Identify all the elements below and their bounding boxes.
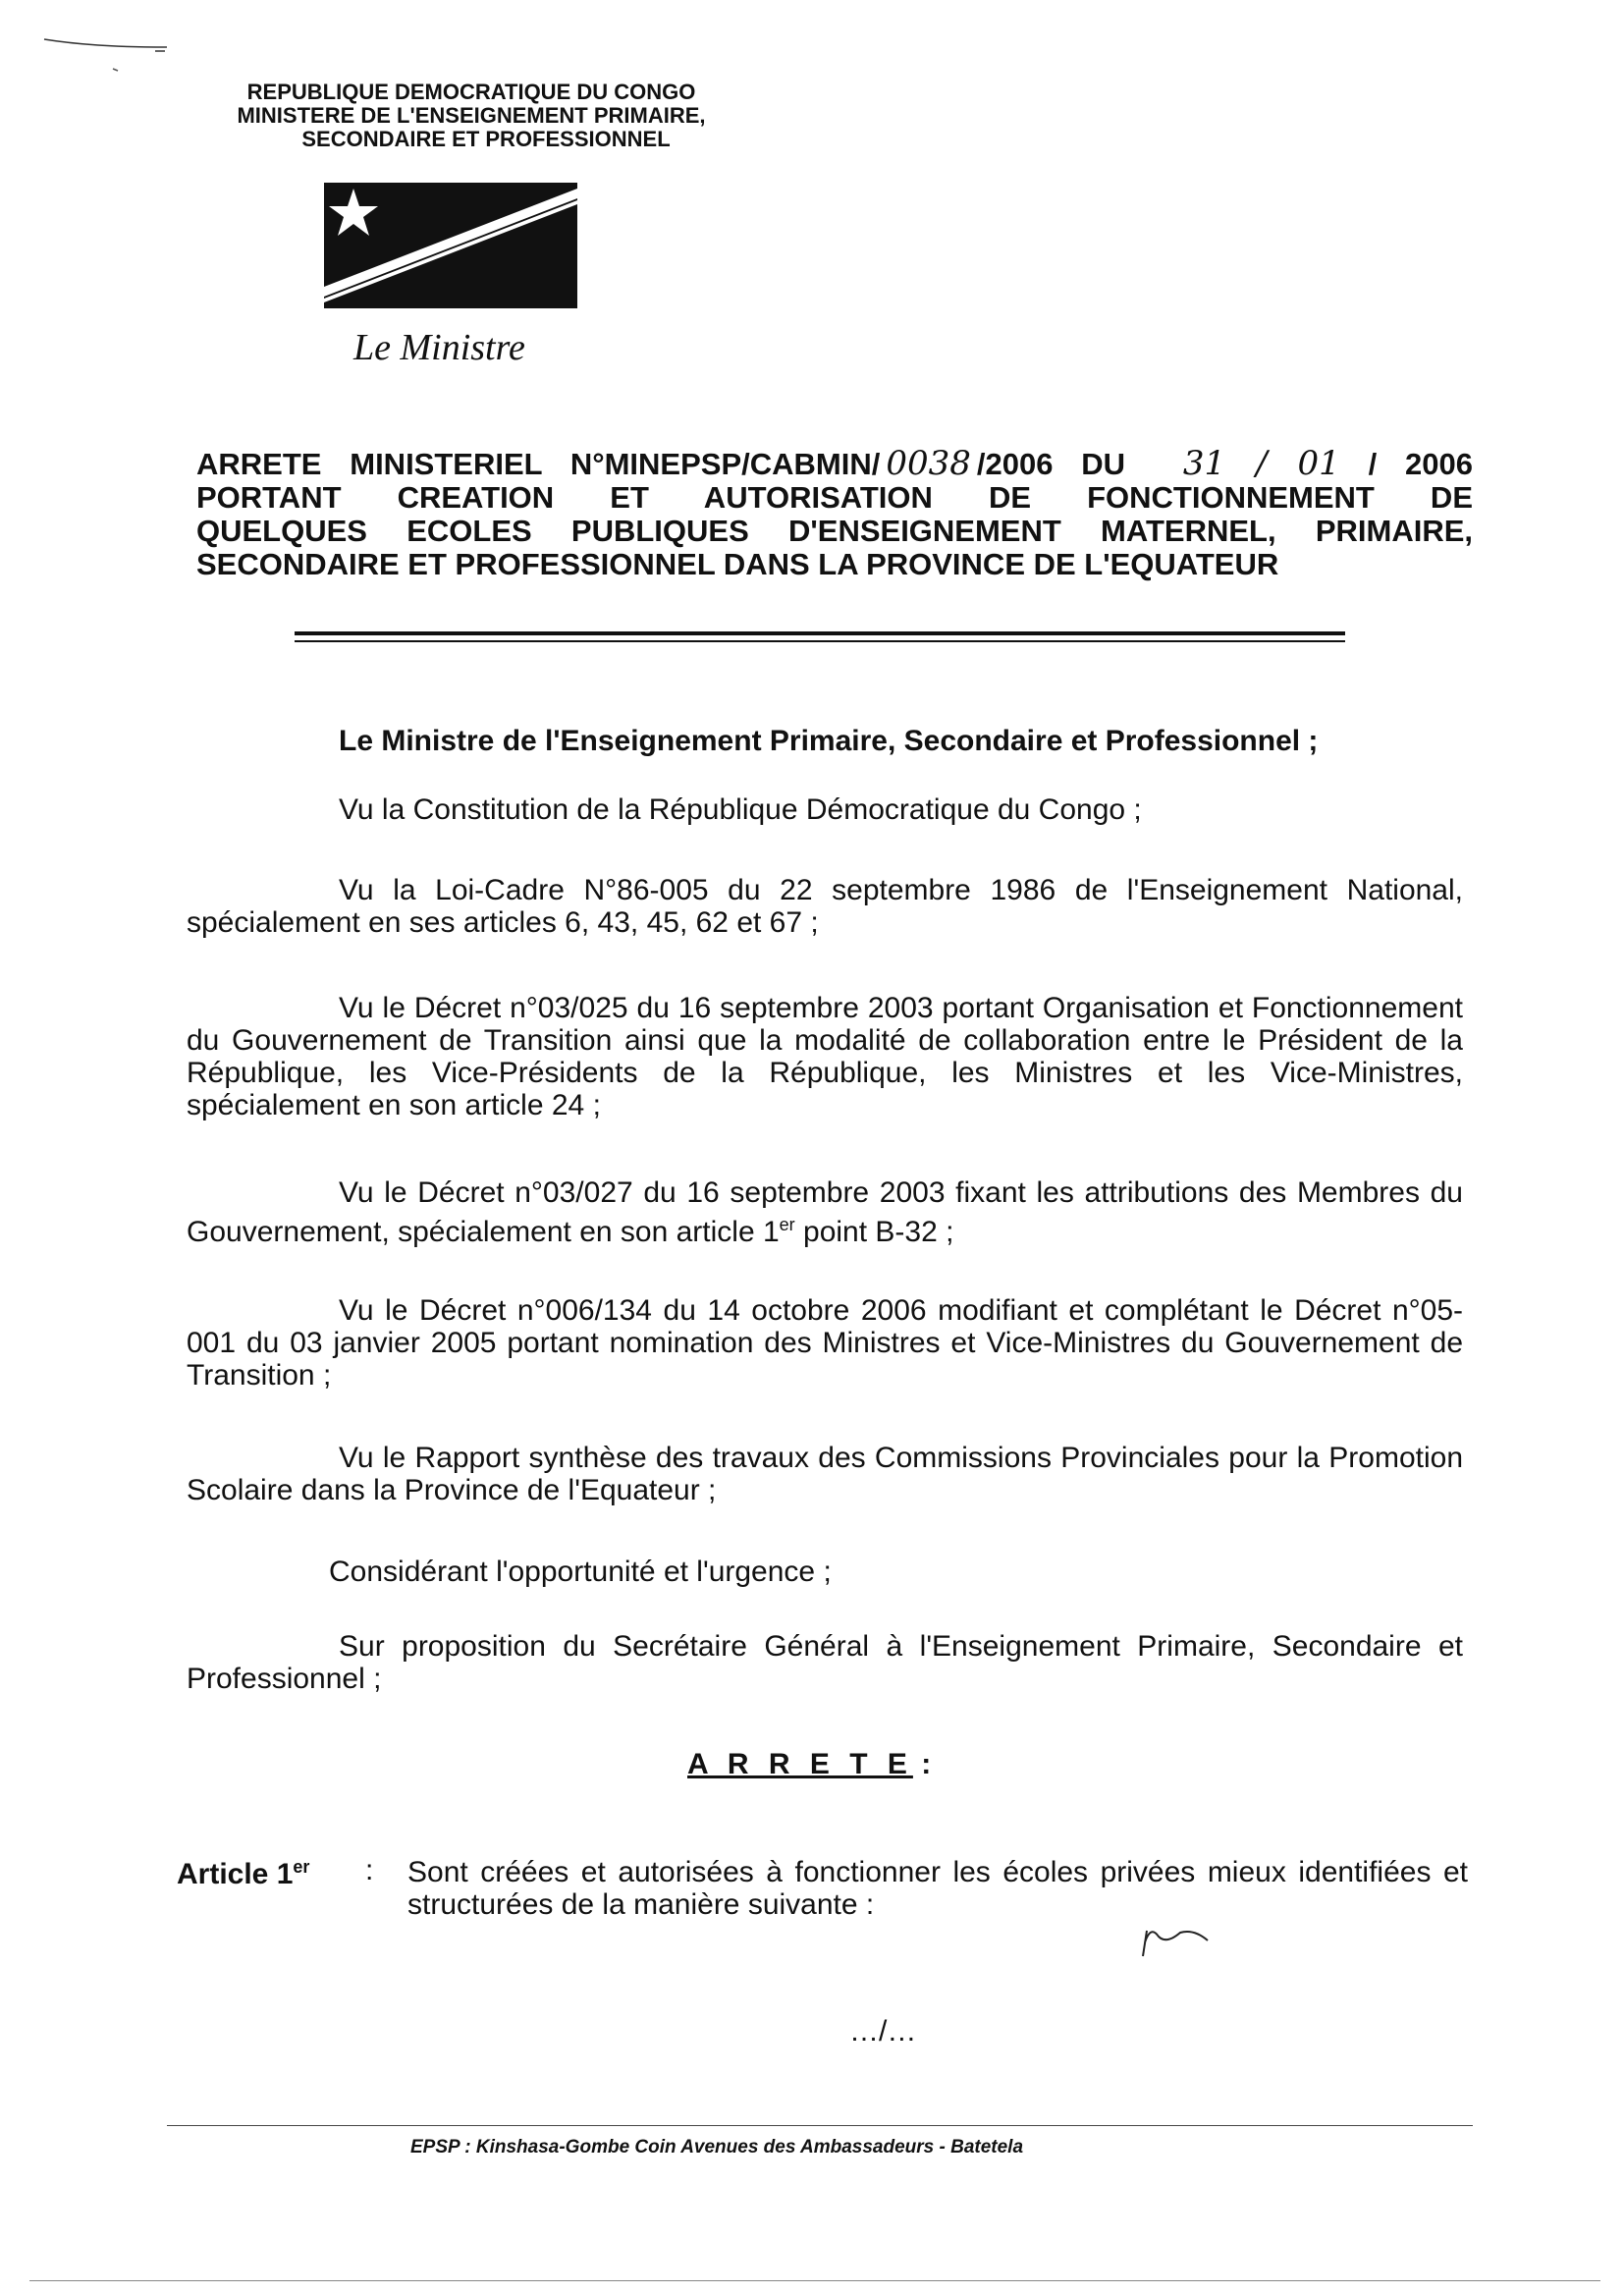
title-underline (295, 631, 1345, 635)
decree-title-line3: QUELQUES ECOLES PUBLIQUES D'ENSEIGNEMENT MATERNEL, PRIMAIRE, (196, 514, 1473, 548)
letterhead-country: REPUBLIQUE DEMOCRATIQUE DU CONGO (246, 80, 696, 104)
vu-decret-027-sup: er (779, 1215, 795, 1234)
vu-decret-027-text (187, 1176, 1463, 1248)
vu-loi-cadre (187, 874, 1463, 939)
arrete-heading (687, 1748, 931, 1780)
decree-reference (196, 444, 1473, 483)
decree-title-line2: PORTANT CREATION ET AUTORISATION DE FONCTIONNEMENT DE (196, 480, 1473, 515)
vu-decret-025-text: Vu le Décret n°03/025 du 16 septembre 2003 portant Organisation et Fonctionnement du Gouvernement de Transition ainsi que la modalité de collaboration entre le Président de la République, les Vice-Présidents de la République, les Ministres et les Vice-Ministres, spécialement en son article 24 ; (187, 992, 1463, 1121)
decree-number-handwritten: 0038 (886, 444, 971, 483)
sur-proposition-text: Sur proposition du Secrétaire Général à l'Enseignement Primaire, Secondaire et Professionnel ; (187, 1630, 1463, 1695)
footer-address: EPSP : Kinshasa-Gombe Coin Avenues des Ambassadeurs - Batetela (410, 2137, 1024, 2157)
vu-decret-027-main: Vu le Décret n°03/027 du 16 septembre 2003 fixant les attributions des Membres du Gouvernement, spécialement en son article 1 (187, 1176, 1463, 1248)
considerant: Considérant l'opportunité et l'urgence ; (329, 1556, 832, 1588)
title-underline-2 (295, 640, 1345, 642)
continuation-mark: …/… (849, 2015, 917, 2048)
letterhead-ministry-cont: SECONDAIRE ET PROFESSIONNEL (301, 127, 671, 151)
issuing-authority: Le Ministre de l'Enseignement Primaire, Secondaire et Professionnel ; (339, 725, 1319, 757)
drc-flag-icon (324, 183, 577, 308)
decree-ref-prefix: ARRETE MINISTERIEL N°MINEPSP/CABMIN/ (196, 447, 881, 481)
vu-loi-cadre-text: Vu la Loi-Cadre N°86-005 du 22 septembre 1986 de l'Enseignement National, spécialement en ses articles 6, 43, 45, 62 et 67 ; (187, 874, 1463, 939)
bottom-edge-line (29, 2280, 1600, 2281)
signature-initials (1137, 1917, 1235, 1966)
decree-date-year: / 2006 (1368, 447, 1473, 481)
vu-decret-027-point: point B-32 ; (794, 1216, 954, 1248)
decree-date-handwritten: 31 / 01 (1182, 444, 1340, 483)
scan-mark (39, 29, 177, 79)
decree-year: /2006 DU (976, 447, 1126, 481)
letterhead (196, 81, 746, 151)
vu-rapport-text: Vu le Rapport synthèse des travaux des Commissions Provinciales pour la Promotion Scolaire dans la Province de l'Equateur ; (187, 1442, 1463, 1506)
decree-title (196, 444, 1473, 581)
sur-proposition (187, 1630, 1463, 1695)
vu-rapport (187, 1442, 1463, 1506)
footer-rule (167, 2125, 1473, 2126)
article-label-sup: er (293, 1857, 310, 1877)
arrete-heading-text: A R R E T E (687, 1748, 913, 1780)
article-separator: : (365, 1854, 374, 1886)
letterhead-ministry: MINISTERE DE L'ENSEIGNEMENT PRIMAIRE, (237, 103, 706, 128)
signatory-title: Le Ministre (353, 327, 525, 368)
article-label-text: Article 1 (177, 1858, 294, 1890)
vu-decret-027 (187, 1176, 1463, 1248)
decree-title-line4: SECONDAIRE ET PROFESSIONNEL DANS LA PROVINCE DE L'EQUATEUR (196, 547, 1279, 581)
vu-decret-025 (187, 992, 1463, 1121)
article-label (177, 1851, 309, 1890)
vu-decret-134-text: Vu le Décret n°006/134 du 14 octobre 2006 modifiant et complétant le Décret n°05-001 du 03 janvier 2005 portant nomination des Ministres et Vice-Ministres du Gouvernement de Transition ; (187, 1294, 1463, 1392)
arrete-heading-colon: : (921, 1748, 932, 1780)
article-1-text: Sont créées et autorisées à fonctionner les écoles privées mieux identifiées et structurées de la manière suivante : (407, 1856, 1468, 1921)
vu-constitution: Vu la Constitution de la République Démocratique du Congo ; (339, 793, 1142, 826)
vu-decret-134 (187, 1294, 1463, 1392)
